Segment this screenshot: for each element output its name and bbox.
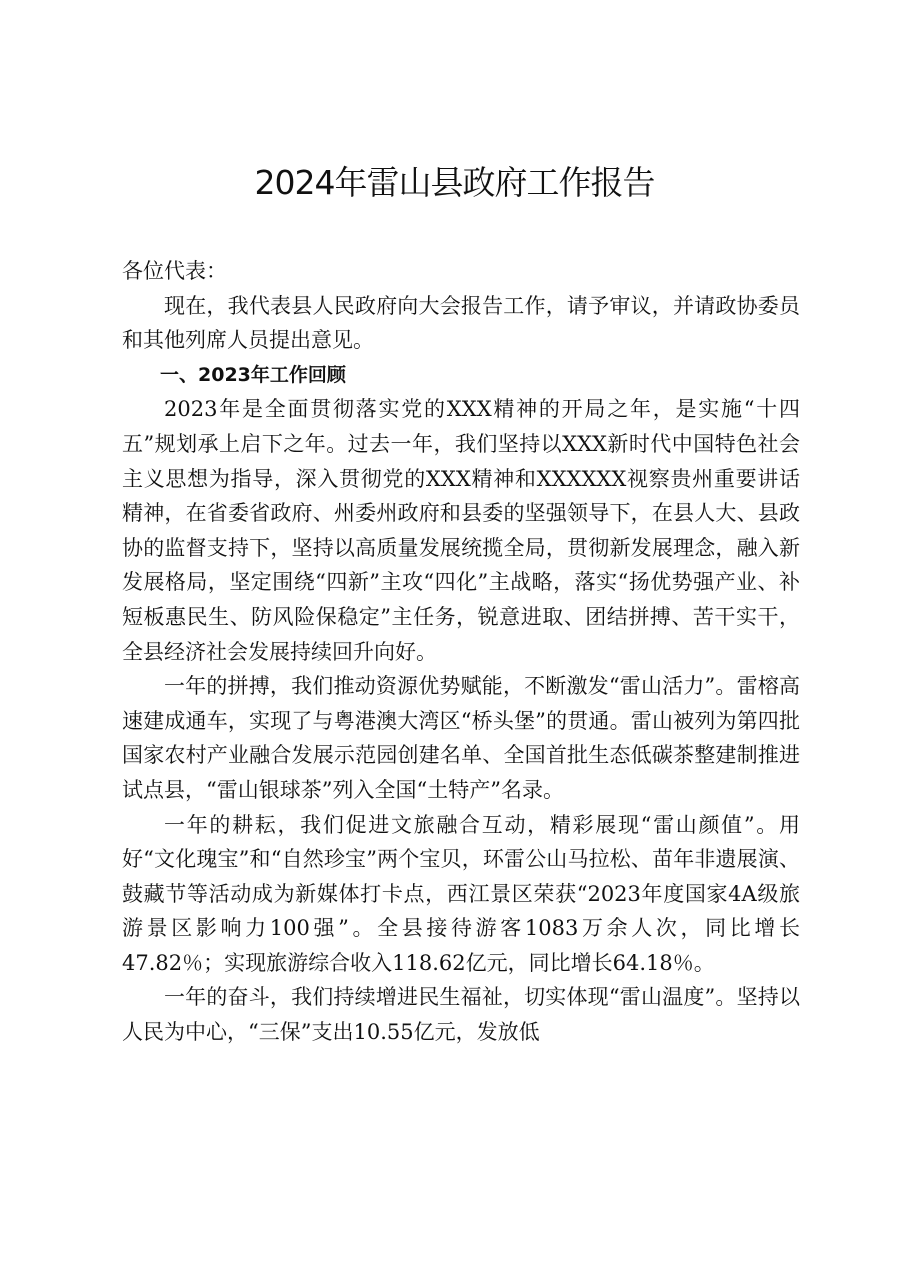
document-title: 2024年雷山县政府工作报告 [254,163,655,202]
paragraph-opening: 现在，我代表县人民政府向大会报告工作，请予审议，并请政协委员和其他列席人员提出意见。 [122,293,800,353]
paragraph-overview: 2023年是全面贯彻落实党的XXX精神的开局之年，是实施“十四五”规划承上启下之年。过去一年，我们坚持以XXX新时代中国特色社会主义思想为指导，深入贯彻党的XXX精神和XXXXXX视察贵州重要讲话精神，在省委省政府、州委州政府和县委的坚强领导下，在县人大、县政协的监督支持下，坚持以高质量发展统揽全局，贯彻新发展理念，融入新发展格局，坚定围绕“四新”主攻“四化”主战略，落实“扬优势强产业、补短板惠民生、防风险保稳定”主任务，锐意进取、团结拼搏、苦干实干，全县经济社会发展持续回升向好。 [122,397,800,664]
paragraph-tourism: 一年的耕耘，我们促进文旅融合互动，精彩展现“雷山颜值”。用好“文化瑰宝”和“自然珍宝”两个宝贝，环雷公山马拉松、苗年非遗展演、鼓藏节等活动成为新媒体打卡点，西江景区荣获“2023年度国家4A级旅游景区影响力100强”。全县接待游客1083万余人次，同比增长47.82％；实现旅游综合收入118.62亿元，同比增长64.18％。 [122,812,800,975]
salutation: 各位代表： [122,259,227,283]
paragraph-livelihood: 一年的奋斗，我们持续增进民生福祉，切实体现“雷山温度”。坚持以人民为中心，“三保”支出10.55亿元，发放低 [122,985,800,1045]
section-heading: 一、2023年工作回顾 [160,363,346,386]
paragraph-vitality: 一年的拼搏，我们推动资源优势赋能，不断激发“雷山活力”。雷榕高速建成通车，实现了与粤港澳大湾区“桥头堡”的贯通。雷山被列为第四批国家农村产业融合发展示范园创建名单、全国首批生态低碳茶整建制推进试点县，“雷山银球茶”列入全国“土特产”名录。 [122,674,800,802]
document-body [122,254,800,1050]
